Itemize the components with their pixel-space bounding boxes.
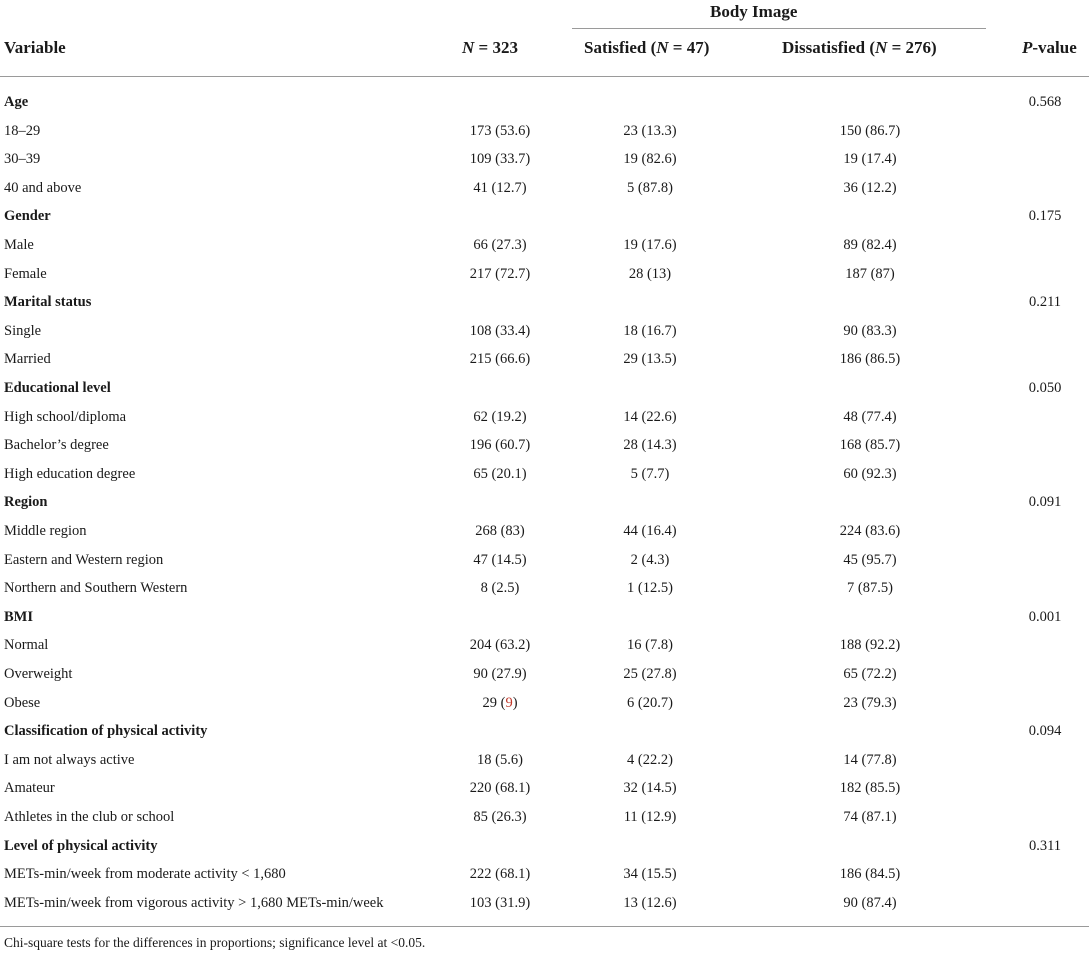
- category-row: [0, 717, 1089, 745]
- table-row: [0, 517, 1089, 545]
- satisfied-cell: 2 (4.3): [630, 551, 670, 568]
- p-text: -value: [1032, 38, 1077, 57]
- satisfied-n-italic: N: [656, 38, 669, 57]
- table-row: [0, 345, 1089, 373]
- n-total-cell: 173 (53.6): [469, 122, 531, 139]
- n-total-cell: 62 (19.2): [473, 408, 527, 425]
- category-label: Gender: [4, 208, 51, 225]
- table-row: [0, 803, 1089, 831]
- category-label: BMI: [4, 608, 33, 625]
- satisfied-cell: 25 (27.8): [623, 666, 677, 682]
- table-row: [0, 460, 1089, 488]
- p-italic: P: [1022, 38, 1033, 57]
- dissatisfied-cell: 19 (17.4): [843, 151, 897, 168]
- table-row: [0, 660, 1089, 688]
- variable-label: High school/diploma: [4, 408, 127, 425]
- category-row: [0, 832, 1089, 860]
- group-header-rule: [572, 28, 986, 29]
- satisfied-cell: 5 (7.7): [630, 465, 670, 482]
- variable-label: Married: [4, 351, 51, 368]
- bottom-rule: [0, 926, 1089, 927]
- p-value: 0.211: [1028, 294, 1062, 311]
- dissatisfied-cell: 188 (92.2): [839, 637, 901, 654]
- table-row: [0, 546, 1089, 574]
- dissatisfied-cell: 186 (84.5): [839, 866, 901, 883]
- dissatisfied-n-italic: N: [875, 38, 888, 57]
- category-row: [0, 202, 1089, 230]
- category-row: [0, 374, 1089, 402]
- n-total-cell: 217 (72.7): [469, 265, 531, 282]
- dissatisfied-text-b: = 276): [887, 38, 937, 57]
- n-total-cell: 66 (27.3): [473, 237, 527, 253]
- satisfied-cell: 19 (17.6): [623, 237, 677, 253]
- p-value: 0.175: [1028, 208, 1062, 225]
- n-total-cell: 220 (68.1): [469, 780, 531, 797]
- header-rule: [0, 76, 1089, 77]
- variable-label: Female: [4, 265, 47, 282]
- satisfied-cell: 44 (16.4): [623, 523, 677, 539]
- variable-label: Northern and Southern Western: [4, 580, 188, 597]
- category-label: Age: [4, 94, 29, 110]
- variable-label: Male: [4, 237, 34, 253]
- n-total-cell: 215 (66.6): [469, 351, 531, 368]
- satisfied-cell: 5 (87.8): [627, 179, 673, 196]
- satisfied-cell: 29 (13.5): [623, 351, 677, 368]
- category-row: [0, 603, 1089, 631]
- table-row: [0, 889, 1089, 917]
- variable-label: METs-min/week from moderate activity < 1,680: [4, 866, 286, 883]
- p-value: 0.001: [1028, 608, 1062, 625]
- category-label: Marital status: [4, 294, 92, 311]
- dissatisfied-cell: 90 (87.4): [843, 894, 897, 911]
- n-total-cell: [440, 689, 560, 717]
- p-value: 0.094: [1028, 723, 1062, 740]
- n-total-prefix: 29 (: [482, 694, 506, 711]
- table-row: [0, 174, 1089, 202]
- satisfied-cell: 28 (14.3): [623, 437, 677, 454]
- satisfied-cell: 18 (16.7): [623, 322, 677, 339]
- category-label: Level of physical activity: [4, 837, 158, 854]
- n-total-cell: 222 (68.1): [469, 866, 531, 883]
- table-row: [0, 117, 1089, 145]
- satisfied-cell: 13 (12.6): [623, 894, 677, 911]
- dissatisfied-cell: 168 (85.7): [839, 437, 901, 454]
- satisfied-cell: 32 (14.5): [623, 780, 677, 797]
- n-total-cell: 103 (31.9): [469, 894, 531, 911]
- n-total-cell: 85 (26.3): [473, 809, 527, 825]
- table-row: [0, 145, 1089, 173]
- satisfied-cell: 11 (12.9): [623, 809, 677, 825]
- table-row: [0, 431, 1089, 459]
- p-value: 0.050: [1028, 380, 1062, 396]
- n-total-cell: 41 (12.7): [473, 179, 527, 196]
- variable-label: METs-min/week from vigorous activity > 1,680 METs-min/week: [4, 894, 384, 911]
- variable-label: 18–29: [4, 122, 41, 139]
- variable-label: High education degree: [4, 465, 136, 482]
- table-row: [0, 631, 1089, 659]
- n-total-cell: 204 (63.2): [469, 637, 531, 654]
- satisfied-cell: 23 (13.3): [623, 122, 677, 139]
- n-total-suffix: ): [512, 694, 518, 711]
- category-label: Classification of physical activity: [4, 723, 208, 740]
- satisfied-cell: 19 (82.6): [623, 151, 677, 168]
- col-header-variable: Variable: [4, 38, 66, 57]
- n-total-cell: 65 (20.1): [473, 465, 527, 482]
- table-row: [0, 403, 1089, 431]
- p-value: 0.568: [1028, 94, 1062, 110]
- n-total-text: = 323: [474, 38, 518, 57]
- p-value: 0.091: [1028, 494, 1062, 511]
- n-total-cell: 268 (83): [475, 523, 525, 539]
- category-row: [0, 288, 1089, 316]
- p-value: 0.311: [1028, 837, 1062, 854]
- table-row: [0, 689, 1089, 717]
- n-total-cell: 108 (33.4): [469, 322, 531, 339]
- dissatisfied-cell: 224 (83.6): [839, 523, 901, 539]
- variable-label: Normal: [4, 637, 49, 654]
- col-header-satisfied: [584, 38, 709, 58]
- variable-label: Eastern and Western region: [4, 551, 164, 568]
- satisfied-cell: 14 (22.6): [623, 408, 677, 425]
- group-header-body-image: Body Image: [710, 2, 798, 21]
- col-header-n-total: [462, 38, 518, 58]
- dissatisfied-cell: 74 (87.1): [843, 809, 897, 825]
- col-header-dissatisfied: [782, 38, 937, 58]
- n-total-cell: 109 (33.7): [469, 151, 531, 168]
- variable-label: Overweight: [4, 666, 73, 682]
- category-label: Educational level: [4, 380, 111, 396]
- dissatisfied-cell: 150 (86.7): [839, 122, 901, 139]
- reference-link[interactable]: 9: [505, 694, 513, 711]
- variable-label: Athletes in the club or school: [4, 809, 175, 825]
- category-row: [0, 488, 1089, 516]
- table-row: [0, 860, 1089, 888]
- satisfied-text-b: = 47): [668, 38, 710, 57]
- satisfied-cell: 34 (15.5): [623, 866, 677, 883]
- dissatisfied-text-a: Dissatisfied (: [782, 38, 876, 57]
- col-header-p-value: [1022, 38, 1077, 58]
- satisfied-cell: 1 (12.5): [627, 580, 673, 597]
- dissatisfied-cell: 7 (87.5): [847, 580, 893, 597]
- dissatisfied-cell: 23 (79.3): [843, 694, 897, 711]
- category-row: [0, 88, 1089, 116]
- variable-label: 30–39: [4, 151, 41, 168]
- dissatisfied-cell: 36 (12.2): [843, 179, 897, 196]
- n-total-cell: 8 (2.5): [480, 580, 520, 597]
- table-row: [0, 574, 1089, 602]
- variable-label: Obese: [4, 694, 41, 711]
- dissatisfied-cell: 186 (86.5): [839, 351, 901, 368]
- dissatisfied-cell: 14 (77.8): [843, 751, 897, 768]
- variable-label: Middle region: [4, 523, 87, 539]
- table-row: [0, 231, 1089, 259]
- satisfied-text-a: Satisfied (: [584, 38, 657, 57]
- dissatisfied-cell: 90 (83.3): [843, 322, 897, 339]
- dissatisfied-cell: 60 (92.3): [843, 465, 897, 482]
- dissatisfied-cell: 65 (72.2): [843, 666, 897, 682]
- category-label: Region: [4, 494, 48, 511]
- variable-label: Single: [4, 322, 42, 339]
- variable-label: 40 and above: [4, 179, 82, 196]
- satisfied-cell: 6 (20.7): [627, 694, 673, 711]
- variable-label: Amateur: [4, 780, 55, 797]
- table-row: [0, 746, 1089, 774]
- table-row: [0, 774, 1089, 802]
- table-row: [0, 317, 1089, 345]
- dissatisfied-cell: 48 (77.4): [843, 408, 897, 425]
- n-total-cell: 90 (27.9): [473, 666, 527, 682]
- dissatisfied-cell: 187 (87): [845, 265, 895, 282]
- dissatisfied-cell: 89 (82.4): [843, 237, 897, 253]
- variable-label: I am not always active: [4, 751, 135, 768]
- satisfied-cell: 28 (13): [628, 265, 672, 282]
- n-total-cell: 18 (5.6): [477, 751, 523, 768]
- variable-label: Bachelor’s degree: [4, 437, 109, 454]
- dissatisfied-cell: 182 (85.5): [839, 780, 901, 797]
- table-footnote: Chi-square tests for the differences in proportions; significance level at <0.05.: [4, 935, 426, 950]
- dissatisfied-cell: 45 (95.7): [843, 551, 897, 568]
- satisfied-cell: 16 (7.8): [627, 637, 673, 654]
- n-italic: N: [462, 38, 475, 57]
- satisfied-cell: 4 (22.2): [627, 751, 673, 768]
- n-total-cell: 47 (14.5): [473, 551, 527, 568]
- table-row: [0, 260, 1089, 288]
- n-total-cell: 196 (60.7): [469, 437, 531, 454]
